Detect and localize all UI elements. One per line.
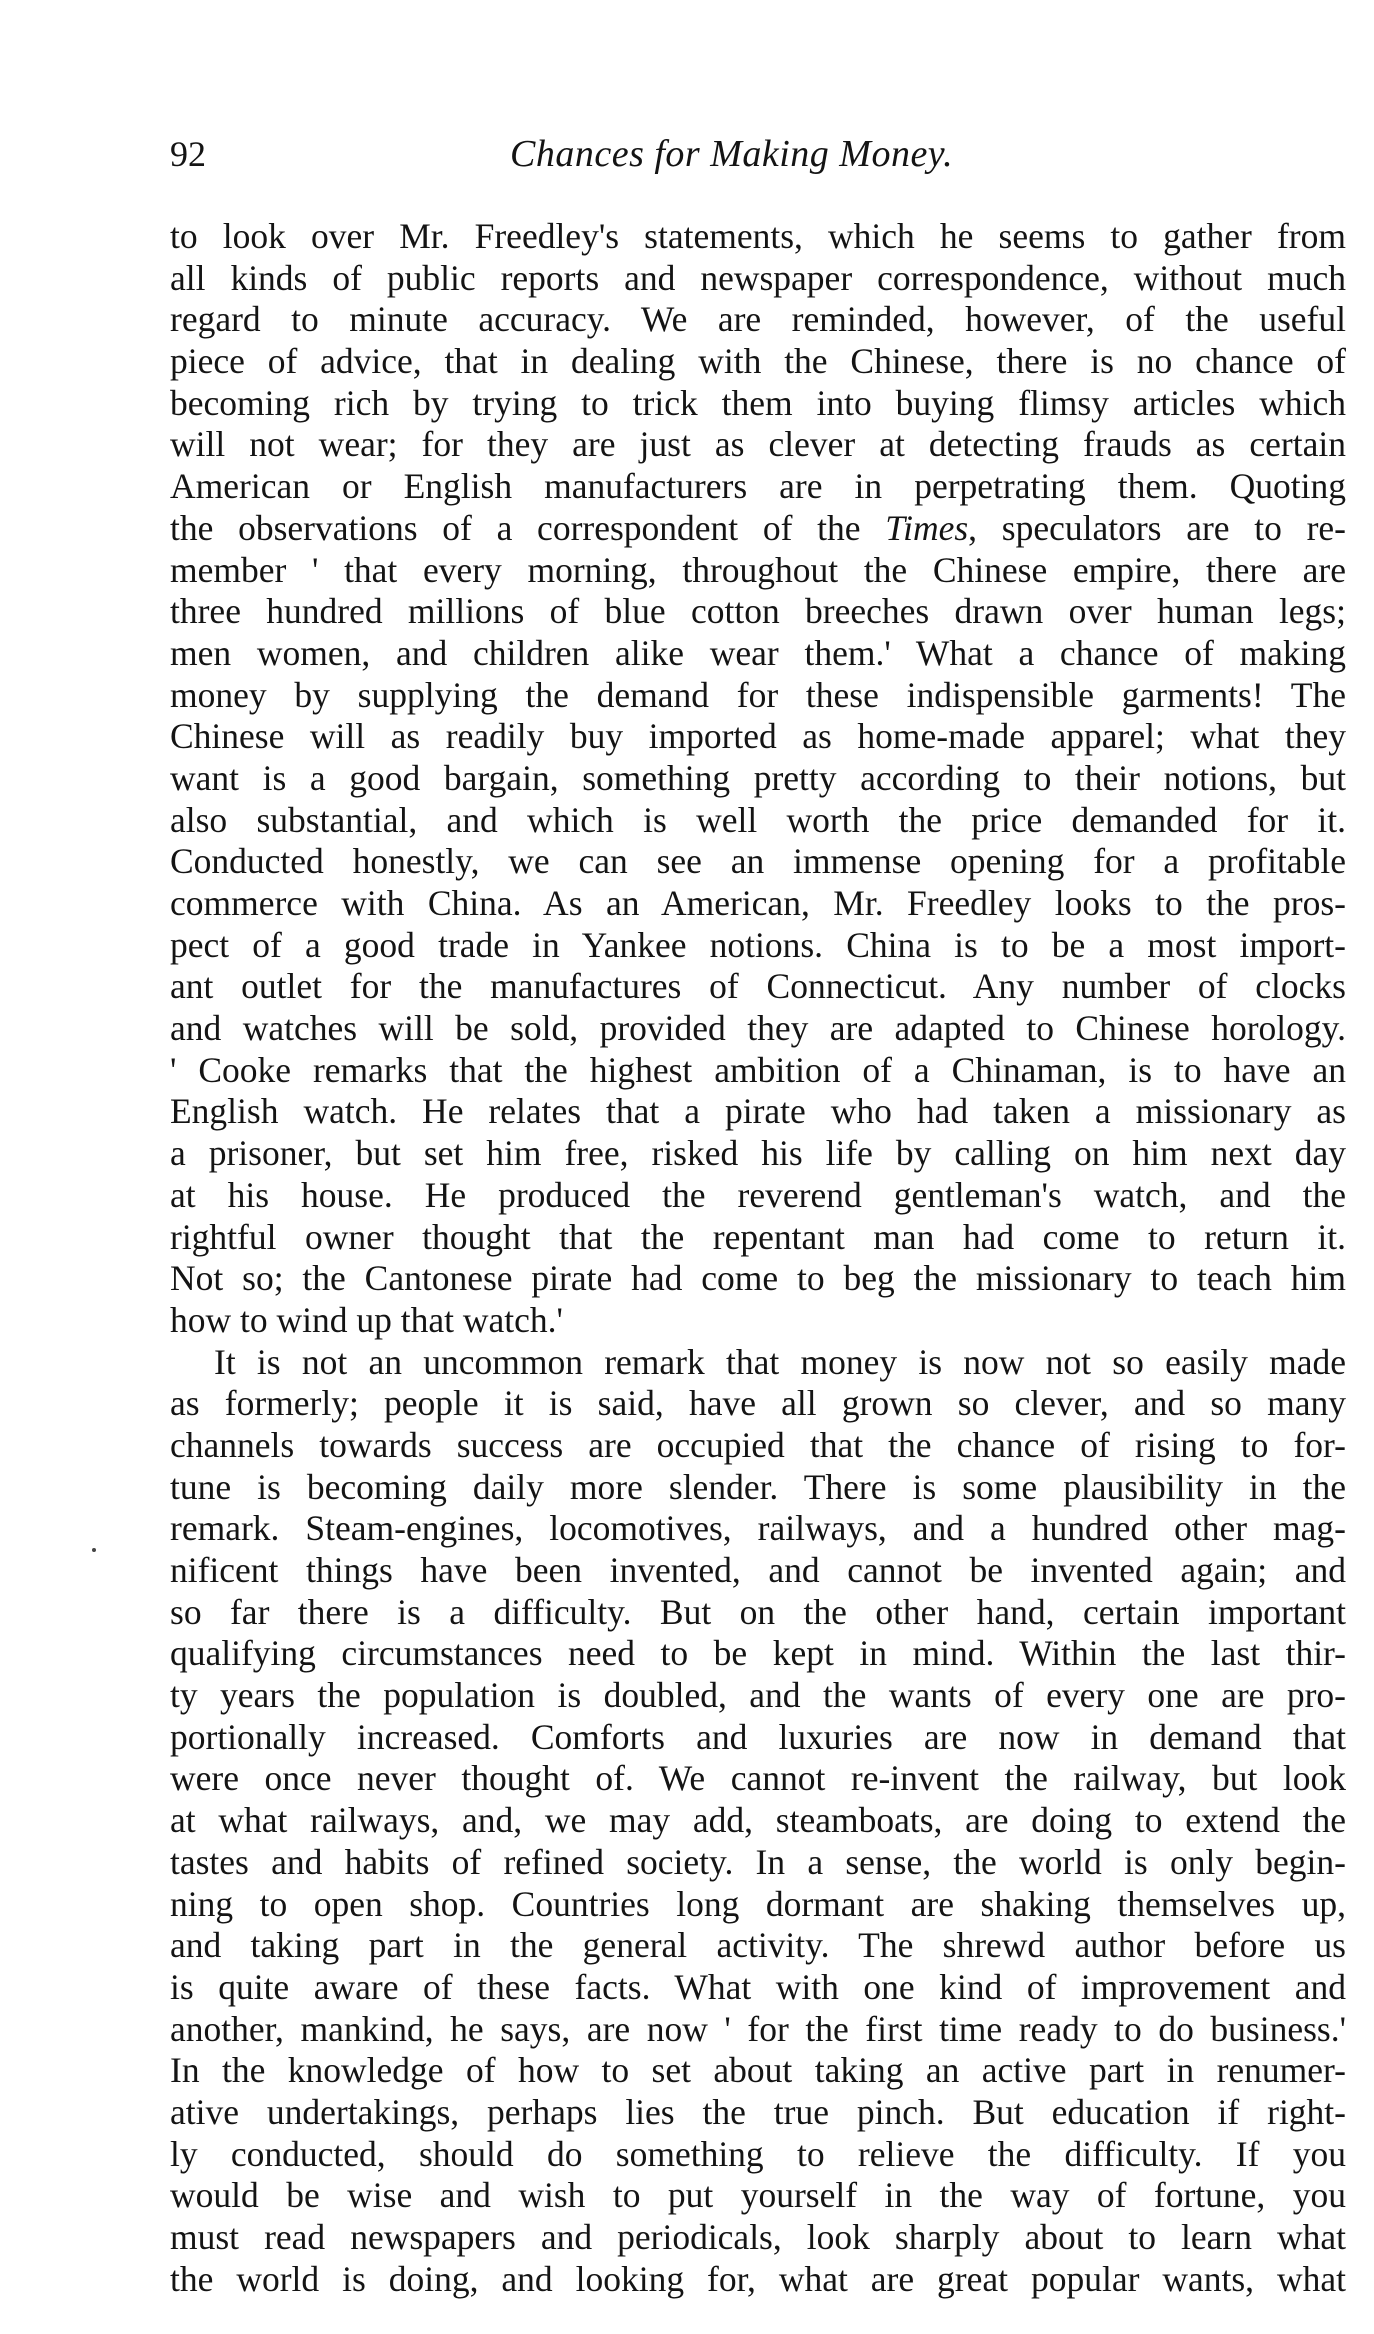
text-line: were once never thought of. We cannot re-invent the railway, but look: [170, 1758, 1346, 1799]
text-line: money by supplying the demand for these indispensible garments! The: [170, 674, 1346, 715]
body-text: [170, 216, 1346, 2300]
text-line: It is not an uncommon remark that money is now not so easily made: [214, 1341, 1346, 1382]
text-line: commerce with China. As an American, Mr. Freedley looks to the pros-: [170, 883, 1346, 923]
text-line: qualifying circumstances need to be kept in mind. Within the last thir-: [170, 1633, 1346, 1674]
text-line: Not so; the Cantonese pirate had come to beg the missionary to teach him: [170, 1258, 1346, 1299]
text-line: rightful owner thought that the repentant man had come to return it.: [170, 1216, 1346, 1257]
text-line: piece of advice, that in dealing with the Chinese, there is no chance of: [170, 341, 1346, 382]
page-number: 92: [170, 134, 206, 174]
text-line: ty years the population is doubled, and the wants of every one are pro-: [170, 1675, 1346, 1716]
text-line: the world is doing, and looking for, what are great popular wants, what: [170, 2258, 1346, 2299]
text-line: channels towards success are occupied that the chance of rising to for-: [170, 1424, 1346, 1465]
text-line: at his house. He produced the reverend gentleman's watch, and the: [170, 1174, 1346, 1215]
text-line: Chinese will as readily buy imported as home-made apparel; what they: [170, 716, 1346, 757]
text-line: In the knowledge of how to set about taking an active part in renumer-: [170, 2050, 1346, 2091]
paragraph: [170, 1342, 1346, 2301]
text-line: three hundred millions of blue cotton breeches drawn over human legs;: [170, 591, 1346, 632]
text-line: men women, and children alike wear them.' What a chance of making: [170, 632, 1346, 673]
text-line: American or English manufacturers are in perpetrating them. Quoting: [170, 466, 1346, 507]
italic-title: Times: [885, 507, 969, 548]
text-line: becoming rich by trying to trick them into buying flimsy articles which: [170, 382, 1346, 423]
running-title: Chances for Making Money.: [510, 133, 954, 175]
text-line: so far there is a difficulty. But on the other hand, certain important: [170, 1591, 1346, 1632]
text-line: all kinds of public reports and newspaper correspondence, without much: [170, 257, 1346, 298]
text-line: member ' that every morning, throughout the Chinese empire, there are: [170, 549, 1346, 590]
text-line: must read newspapers and periodicals, look sharply about to learn what: [170, 2217, 1346, 2257]
text-line: also substantial, and which is well worth the price demanded for it.: [170, 799, 1346, 840]
text-line: and watches will be sold, provided they are adapted to Chinese horology.: [170, 1008, 1346, 1049]
text-line: ning to open shop. Countries long dormant are shaking themselves up,: [170, 1883, 1346, 1924]
text-line: Conducted honestly, we can see an immense opening for a profitable: [170, 841, 1346, 882]
text-line: pect of a good trade in Yankee notions. China is to be a most import-: [170, 924, 1346, 965]
text-line: is quite aware of these facts. What with one kind of improvement and: [170, 1966, 1346, 2007]
text-line: regard to minute accuracy. We are reminded, however, of the useful: [170, 299, 1346, 340]
text-line: English watch. He relates that a pirate who had taken a missionary as: [170, 1091, 1346, 1132]
page-header: [170, 130, 1350, 190]
text-line: how to wind up that watch.': [170, 1299, 563, 1340]
paragraph: [170, 216, 1346, 1342]
text-line: ly conducted, should do something to relieve the difficulty. If you: [170, 2133, 1346, 2174]
text-line: to look over Mr. Freedley's statements, which he seems to gather from: [170, 216, 1346, 256]
text-line: portionally increased. Comforts and luxuries are now in demand that: [170, 1716, 1346, 1757]
text-line: want is a good bargain, something pretty according to their notions, but: [170, 757, 1346, 798]
print-speck: [92, 1548, 96, 1552]
text-line: will not wear; for they are just as clever at detecting frauds as certain: [170, 424, 1346, 465]
text-line: would be wise and wish to put yourself in the way of fortune, you: [170, 2175, 1346, 2216]
text-line: at what railways, and, we may add, steamboats, are doing to extend the: [170, 1800, 1346, 1841]
text-line: remark. Steam-engines, locomotives, railways, and a hundred other mag-: [170, 1508, 1346, 1549]
text-line: and taking part in the general activity. The shrewd author before us: [170, 1925, 1346, 1966]
text-line: tune is becoming daily more slender. There is some plausibility in the: [170, 1466, 1346, 1507]
text-line: nificent things have been invented, and cannot be invented again; and: [170, 1550, 1346, 1590]
text-line: another, mankind, he says, are now ' for the first time ready to do business.': [170, 2008, 1346, 2049]
text-line: the observations of a correspondent of the Times, speculators are to re-: [170, 507, 1346, 548]
text-line: a prisoner, but set him free, risked his life by calling on him next day: [170, 1133, 1346, 1174]
text-line: ' Cooke remarks that the highest ambition of a Chinaman, is to have an: [170, 1049, 1346, 1090]
text-line: ant outlet for the manufactures of Connecticut. Any number of clocks: [170, 966, 1346, 1007]
text-line: tastes and habits of refined society. In a sense, the world is only begin-: [170, 1841, 1346, 1882]
text-line: ative undertakings, perhaps lies the true pinch. But education if right-: [170, 2091, 1346, 2132]
text-line: as formerly; people it is said, have all grown so clever, and so many: [170, 1383, 1346, 1424]
